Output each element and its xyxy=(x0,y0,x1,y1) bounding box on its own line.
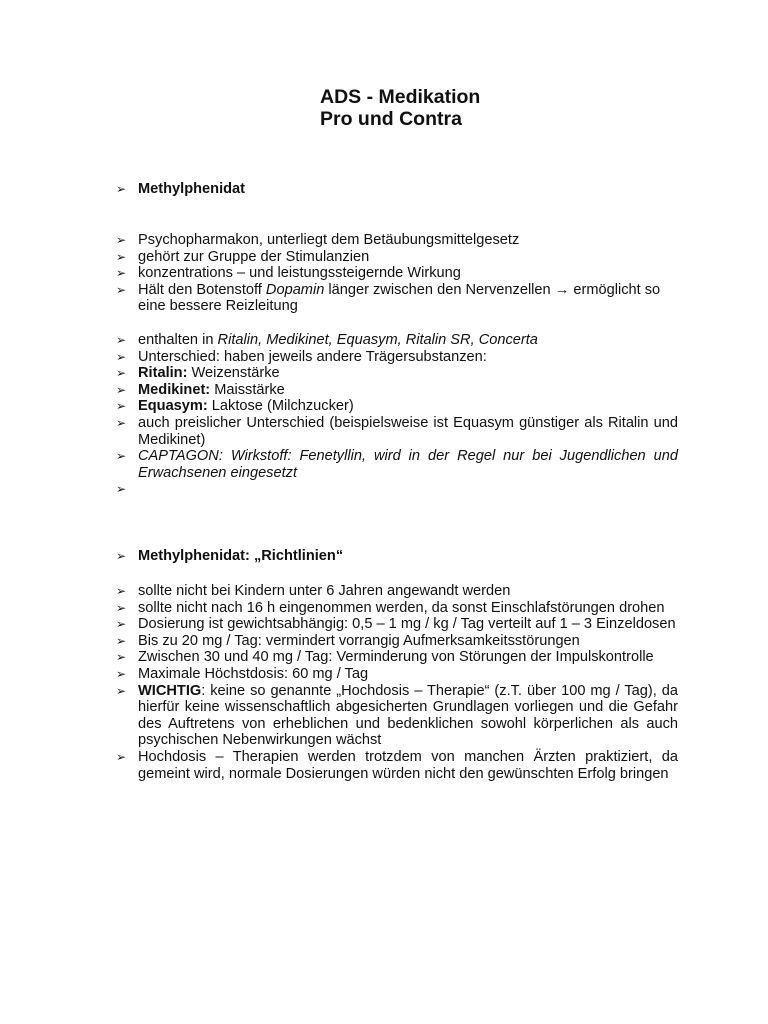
list-item: ➢ Psychopharmakon, unterliegt dem Betäubungsmittelgesetz xyxy=(116,232,520,248)
document-title xyxy=(320,86,480,130)
list-item xyxy=(116,181,678,198)
list-item: ➢ sollte nicht bei Kindern unter 6 Jahren angewandt werden xyxy=(116,583,511,599)
section1-group1 xyxy=(116,232,678,315)
arrow-bullet-icon: ➢ xyxy=(116,415,127,430)
arrow-bullet-icon: ➢ xyxy=(116,399,127,414)
list-item: ➢ Hochdosis – Therapien werden trotzdem von manchen Ärzten praktiziert, da gemeint wird, normale Dosierungen würden nicht den gewünschten Erfolg bringen xyxy=(116,748,678,782)
arrow-bullet-icon: ➢ xyxy=(116,333,127,347)
list-item-empty xyxy=(116,481,678,498)
list-item: ➢ Hält den Botenstoff Dopamin länger zwischen den Nervenzellen → ermöglicht so eine bessere Reizleitung xyxy=(116,281,661,315)
arrow-bullet-icon: ➢ xyxy=(116,266,127,281)
list-item: ➢ Zwischen 30 und 40 mg / Tag: Verminderung von Störungen der Impulskontrolle xyxy=(116,649,654,666)
list-item: ➢ Bis zu 20 mg / Tag: vermindert vorrangig Aufmerksamkeitsstörungen xyxy=(116,632,580,649)
arrow-bullet-icon: ➢ xyxy=(116,233,127,247)
title-line-1: ADS - Medikation xyxy=(320,86,481,108)
wichtig-label: WICHTIG xyxy=(138,682,202,699)
arrow-bullet-icon: ➢ xyxy=(116,683,127,698)
arrow-bullet-icon: ➢ xyxy=(116,650,127,665)
list-item: ➢ Medikinet: Maisstärke xyxy=(116,381,285,398)
title-line-2: Pro und Contra xyxy=(320,108,462,130)
arrow-bullet-icon: ➢ xyxy=(116,449,127,464)
arrow-bullet-icon: ➢ xyxy=(116,549,127,563)
arrow-bullet-icon: ➢ xyxy=(116,182,127,196)
arrow-bullet-icon: ➢ xyxy=(116,600,127,615)
arrow-bullet-icon: ➢ xyxy=(116,366,127,381)
arrow-bullet-icon: ➢ xyxy=(116,666,127,681)
arrow-bullet-icon: ➢ xyxy=(116,282,127,297)
list-item: ➢ WICHTIG: keine so genannte „Hochdosis – Therapie“ (z.T. über 100 mg / Tag), da hierfür keine wissenschaftlich abgesicherten Grundlagen vorliegen und die Gefahr des Auftretens von erheblichen und bedenklichen sowohl körperlichen als auch psychischen Nebenwirkungen wächst xyxy=(116,682,678,749)
arrow-bullet-icon: ➢ xyxy=(116,584,127,598)
list-item: ➢ konzentrations – und leistungssteigernde Wirkung xyxy=(116,265,461,282)
list-item: ➢ enthalten in Ritalin, Medikinet, Equasym, Ritalin SR, Concerta xyxy=(116,332,538,348)
section1-group2 xyxy=(116,332,678,498)
list-item: ➢ CAPTAGON: Wirkstoff: Fenetyllin, wird in der Regel nur bei Jugendlichen und Erwachsenen eingesetzt xyxy=(116,448,678,481)
arrow-bullet-icon: ➢ xyxy=(116,749,127,764)
section2-heading: Methylphenidat: „Richtlinien“ xyxy=(138,548,344,564)
list-item: ➢ Unterschied: haben jeweils andere Trägersubstanzen: xyxy=(116,348,487,365)
list-item: ➢ Dosierung ist gewichtsabhängig: 0,5 – 1 mg / kg / Tag verteilt auf 1 – 3 Einzeldosen xyxy=(116,616,676,633)
list-item: ➢ auch preislicher Unterschied (beispielsweise ist Equasym günstiger als Ritalin und Medikinet) xyxy=(116,414,678,448)
arrow-bullet-icon: ➢ xyxy=(116,382,127,397)
section1-heading-list xyxy=(116,181,678,198)
list-item xyxy=(116,548,678,565)
section2-heading-list xyxy=(116,548,678,565)
list-item: ➢ Equasym: Laktose (Milchzucker) xyxy=(116,398,354,415)
list-item: ➢ Maximale Höchstdosis: 60 mg / Tag xyxy=(116,665,369,682)
arrow-bullet-icon: ➢ xyxy=(116,349,127,364)
arrow-bullet-icon: ➢ xyxy=(116,617,127,632)
arrow-bullet-icon: ➢ xyxy=(116,249,127,264)
section2-items xyxy=(116,583,678,782)
list-item: ➢ Ritalin: Weizenstärke xyxy=(116,365,280,382)
arrow-bullet-icon: ➢ xyxy=(116,633,127,648)
arrow-bullet-icon: ➢ xyxy=(116,482,127,497)
section1-heading: Methylphenidat xyxy=(138,181,246,197)
list-item: ➢ gehört zur Gruppe der Stimulanzien xyxy=(116,248,370,265)
list-item: ➢ sollte nicht nach 16 h eingenommen werden, da sonst Einschlafstörungen drohen xyxy=(116,599,665,616)
